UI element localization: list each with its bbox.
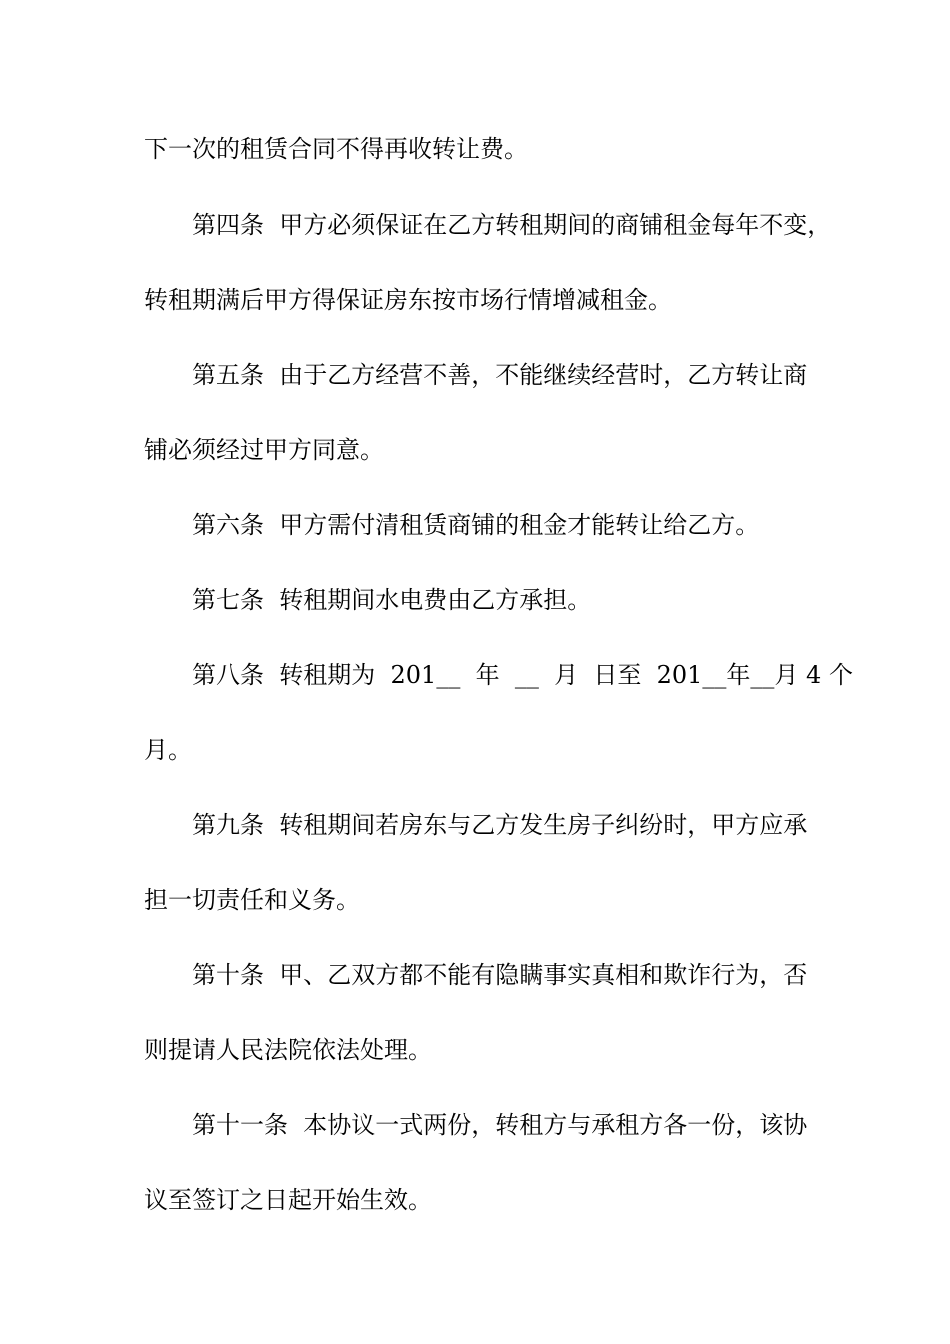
paragraph-line: 下一次的租赁合同不得再收转让费。 — [144, 135, 528, 163]
clause-4-line: 第四条 甲方必须保证在乙方转租期间的商铺租金每年不变， — [192, 211, 832, 239]
clause-9-line: 第九条 转租期间若房东与乙方发生房子纠纷时，甲方应承 — [192, 811, 808, 839]
clause-10-line: 第十条 甲、乙双方都不能有隐瞒事实真相和欺诈行为，否 — [192, 961, 808, 989]
clause-11-line: 第十一条 本协议一式两份，转租方与承租方各一份，该协 — [192, 1111, 808, 1139]
paragraph-line: 议至签订之日起开始生效。 — [144, 1186, 432, 1214]
paragraph-line: 铺必须经过甲方同意。 — [144, 436, 384, 464]
paragraph-line: 担一切责任和义务。 — [144, 886, 360, 914]
clause-8-line: 第八条 转租期为 201__ 年 __ 月 日至 201__年__月 4 个 — [192, 661, 853, 689]
paragraph-line: 转租期满后甲方得保证房东按市场行情增减租金。 — [144, 286, 672, 314]
clause-7-line: 第七条 转租期间水电费由乙方承担。 — [192, 586, 592, 614]
paragraph-line: 则提请人民法院依法处理。 — [144, 1036, 432, 1064]
clause-5-line: 第五条 由于乙方经营不善，不能继续经营时，乙方转让商 — [192, 361, 808, 389]
paragraph-line: 月。 — [144, 736, 192, 764]
clause-6-line: 第六条 甲方需付清租赁商铺的租金才能转让给乙方。 — [192, 511, 760, 539]
